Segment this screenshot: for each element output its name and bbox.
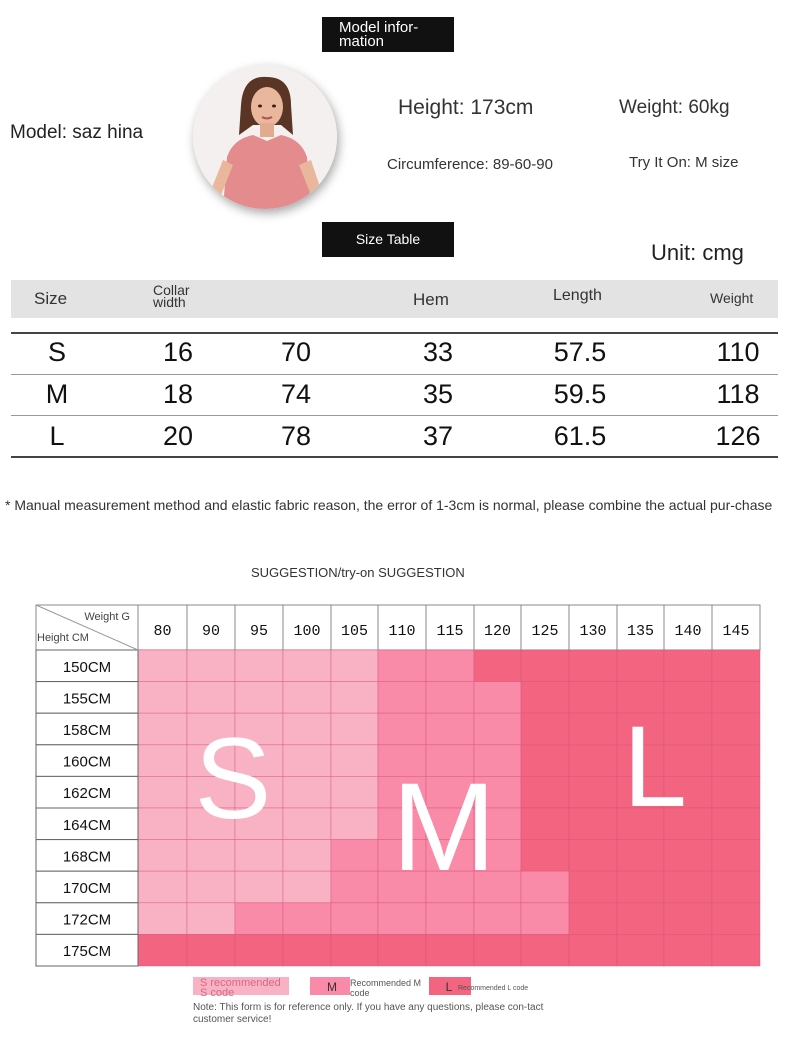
grid-cell-m	[378, 682, 426, 714]
model-info-label-line2: mation	[339, 33, 385, 50]
grid-cell-m	[331, 871, 378, 903]
weight-label: 130	[579, 623, 607, 640]
grid-cell-s	[138, 776, 187, 808]
grid-cell-m	[426, 650, 474, 682]
grid-cell-m	[474, 713, 521, 745]
grid-cell-l	[426, 934, 474, 966]
grid-cell-s	[283, 650, 331, 682]
weight-label: 105	[340, 623, 369, 640]
grid-cell-s	[138, 650, 187, 682]
grid-cell-l	[283, 934, 331, 966]
table-cell: 74	[280, 379, 312, 409]
suggestion-title: SUGGESTION/try-on SUGGESTION	[251, 565, 465, 580]
grid-cell-l	[521, 713, 569, 745]
grid-cell-m	[474, 682, 521, 714]
table-cell: 59.5	[553, 379, 607, 409]
grid-cell-s	[187, 871, 235, 903]
column-header-hem: Hem	[413, 290, 449, 309]
height-label: 160CM	[62, 753, 112, 771]
grid-cell-l	[569, 776, 617, 808]
weight-label: 110	[388, 623, 416, 640]
model-height: Height: 173cm	[398, 96, 534, 119]
grid-cell-l	[474, 650, 521, 682]
grid-cell-l	[617, 840, 664, 872]
grid-cell-l	[664, 934, 712, 966]
grid-cell-s	[283, 713, 331, 745]
grid-cell-m	[426, 713, 474, 745]
grid-cell-l	[617, 650, 664, 682]
grid-cell-s	[138, 682, 187, 714]
grid-cell-m	[521, 871, 569, 903]
weight-label: 115	[436, 623, 464, 640]
grid-cell-m	[521, 903, 569, 935]
grid-cell-s	[331, 713, 378, 745]
grid-cell-l	[712, 934, 760, 966]
grid-cell-l	[521, 840, 569, 872]
model-circumference: Circumference: 89-60-90	[387, 156, 553, 173]
collar-header-line2: width	[153, 294, 186, 310]
region-letter-s: S	[194, 715, 272, 843]
grid-cell-s	[283, 776, 331, 808]
size-cell: M	[45, 379, 69, 409]
grid-cell-l	[378, 934, 426, 966]
grid-cell-l	[712, 713, 760, 745]
grid-cell-s	[138, 871, 187, 903]
corner-height-label: Height CM	[37, 632, 89, 644]
grid-cell-l	[569, 682, 617, 714]
weight-label: 135	[626, 623, 655, 640]
grid-cell-l	[521, 682, 569, 714]
grid-cell-s	[138, 903, 187, 935]
grid-cell-s	[187, 840, 235, 872]
grid-cell-s	[331, 745, 378, 777]
weight-label: 125	[531, 623, 559, 640]
table-cell: 37	[422, 421, 454, 451]
table-cell: 61.5	[553, 421, 607, 451]
table-cell: 70	[280, 337, 312, 367]
footer-note: Note: This form is for reference only. If you have any questions, please con-tact customer service!	[193, 1002, 544, 1025]
height-label: 162CM	[62, 785, 112, 803]
grid-cell-l	[712, 808, 760, 840]
table-cell: 118	[716, 379, 760, 409]
grid-cell-s	[283, 745, 331, 777]
grid-cell-l	[474, 934, 521, 966]
grid-cell-l	[712, 840, 760, 872]
grid-cell-s	[187, 650, 235, 682]
table-cell: 33	[422, 337, 454, 367]
grid-cell-l	[521, 650, 569, 682]
grid-cell-l	[617, 871, 664, 903]
grid-cell-l	[521, 745, 569, 777]
table-cell: 78	[280, 421, 312, 451]
grid-cell-s	[187, 903, 235, 935]
legend-m-letter: M	[327, 980, 337, 994]
weight-label: 120	[483, 623, 512, 640]
size-cell: S	[47, 337, 67, 367]
grid-cell-l	[569, 650, 617, 682]
height-label: 158CM	[62, 722, 112, 739]
grid-cell-s	[235, 840, 283, 872]
grid-cell-l	[187, 934, 235, 966]
model-name: Model: saz hina	[10, 122, 144, 143]
grid-cell-l	[569, 903, 617, 935]
grid-cell-s	[283, 682, 331, 714]
height-label: 170CM	[62, 880, 112, 897]
corner-weight-label: Weight G	[84, 611, 130, 623]
grid-cell-m	[378, 903, 426, 935]
table-cell: 35	[422, 379, 454, 409]
grid-cell-s	[235, 650, 283, 682]
table-cell: 18	[162, 379, 194, 409]
grid-cell-s	[331, 808, 378, 840]
height-label: 175CM	[62, 943, 112, 961]
grid-cell-m	[331, 903, 378, 935]
grid-cell-s	[331, 682, 378, 714]
weight-label: 95	[249, 623, 269, 640]
grid-cell-l	[235, 934, 283, 966]
grid-cell-l	[569, 840, 617, 872]
grid-cell-l	[521, 808, 569, 840]
model-info-label-line1: Model infor-	[339, 19, 419, 36]
grid-cell-s	[331, 776, 378, 808]
grid-cell-l	[712, 650, 760, 682]
grid-cell-l	[617, 934, 664, 966]
grid-cell-m	[378, 650, 426, 682]
weight-label: 100	[293, 623, 321, 640]
grid-cell-m	[331, 840, 378, 872]
column-header-size: Size	[34, 289, 68, 308]
column-header-length: Length	[553, 287, 602, 304]
height-label: 155CM	[62, 690, 112, 708]
height-label: 164CM	[62, 816, 112, 834]
grid-cell-s	[283, 808, 331, 840]
grid-cell-s	[235, 871, 283, 903]
model-try-on-size: Try It On: M size	[629, 154, 739, 171]
grid-cell-l	[712, 745, 760, 777]
weight-label: 140	[674, 623, 702, 640]
grid-cell-s	[235, 682, 283, 714]
grid-cell-l	[521, 934, 569, 966]
grid-cell-l	[664, 650, 712, 682]
grid-cell-s	[138, 840, 187, 872]
weight-label: 90	[201, 623, 221, 640]
grid-cell-m	[474, 903, 521, 935]
weight-label: 80	[153, 623, 172, 640]
grid-cell-l	[712, 903, 760, 935]
grid-cell-m	[235, 903, 283, 935]
grid-cell-s	[187, 682, 235, 714]
table-cell: 16	[162, 337, 194, 367]
grid-cell-l	[664, 840, 712, 872]
legend-text: code	[350, 988, 370, 998]
legend-text: Recommended L code	[458, 985, 529, 992]
grid-cell-s	[138, 713, 187, 745]
table-cell: 110	[716, 337, 760, 367]
unit-label: Unit: cmg	[651, 240, 744, 265]
region-letter-m: M	[391, 758, 497, 897]
weight-label: 145	[722, 623, 750, 640]
table-cell: 126	[715, 421, 761, 451]
grid-cell-l	[138, 934, 187, 966]
height-label: 168CM	[62, 848, 112, 866]
region-letter-l: L	[623, 703, 687, 831]
grid-cell-l	[664, 903, 712, 935]
grid-cell-l	[569, 934, 617, 966]
collar-header-line1: Collar	[153, 282, 190, 298]
grid-cell-l	[569, 808, 617, 840]
height-label: 150CM	[62, 658, 112, 676]
grid-cell-s	[283, 871, 331, 903]
grid-cell-l	[664, 871, 712, 903]
grid-cell-l	[569, 871, 617, 903]
table-cell: 57.5	[553, 337, 607, 367]
grid-cell-l	[331, 934, 378, 966]
grid-cell-l	[712, 871, 760, 903]
legend-text: S recommended	[200, 977, 281, 989]
grid-cell-l	[569, 713, 617, 745]
column-header-weight: Weight	[710, 290, 754, 306]
model-weight: Weight: 60kg	[619, 97, 730, 118]
grid-cell-l	[569, 745, 617, 777]
height-label: 172CM	[62, 911, 112, 929]
grid-cell-l	[617, 903, 664, 935]
legend-text: Recommended M	[350, 978, 422, 988]
grid-cell-m	[426, 903, 474, 935]
legend-text: S code	[200, 987, 235, 999]
grid-cell-l	[712, 776, 760, 808]
measurement-note: * Manual measurement method and elastic fabric reason, the error of 1-3cm is normal, please combine the actual pur-chase	[5, 497, 773, 513]
grid-cell-s	[331, 650, 378, 682]
size-cell: L	[49, 421, 65, 451]
legend-l-letter: L	[445, 980, 453, 994]
grid-cell-l	[712, 682, 760, 714]
grid-cell-m	[283, 903, 331, 935]
grid-cell-l	[521, 776, 569, 808]
grid-cell-s	[283, 840, 331, 872]
grid-cell-s	[138, 808, 187, 840]
grid-cell-m	[426, 682, 474, 714]
grid-cell-s	[138, 745, 187, 777]
grid-cell-m	[378, 713, 426, 745]
size-table-label: Size Table	[322, 222, 454, 257]
table-cell: 20	[162, 421, 194, 451]
